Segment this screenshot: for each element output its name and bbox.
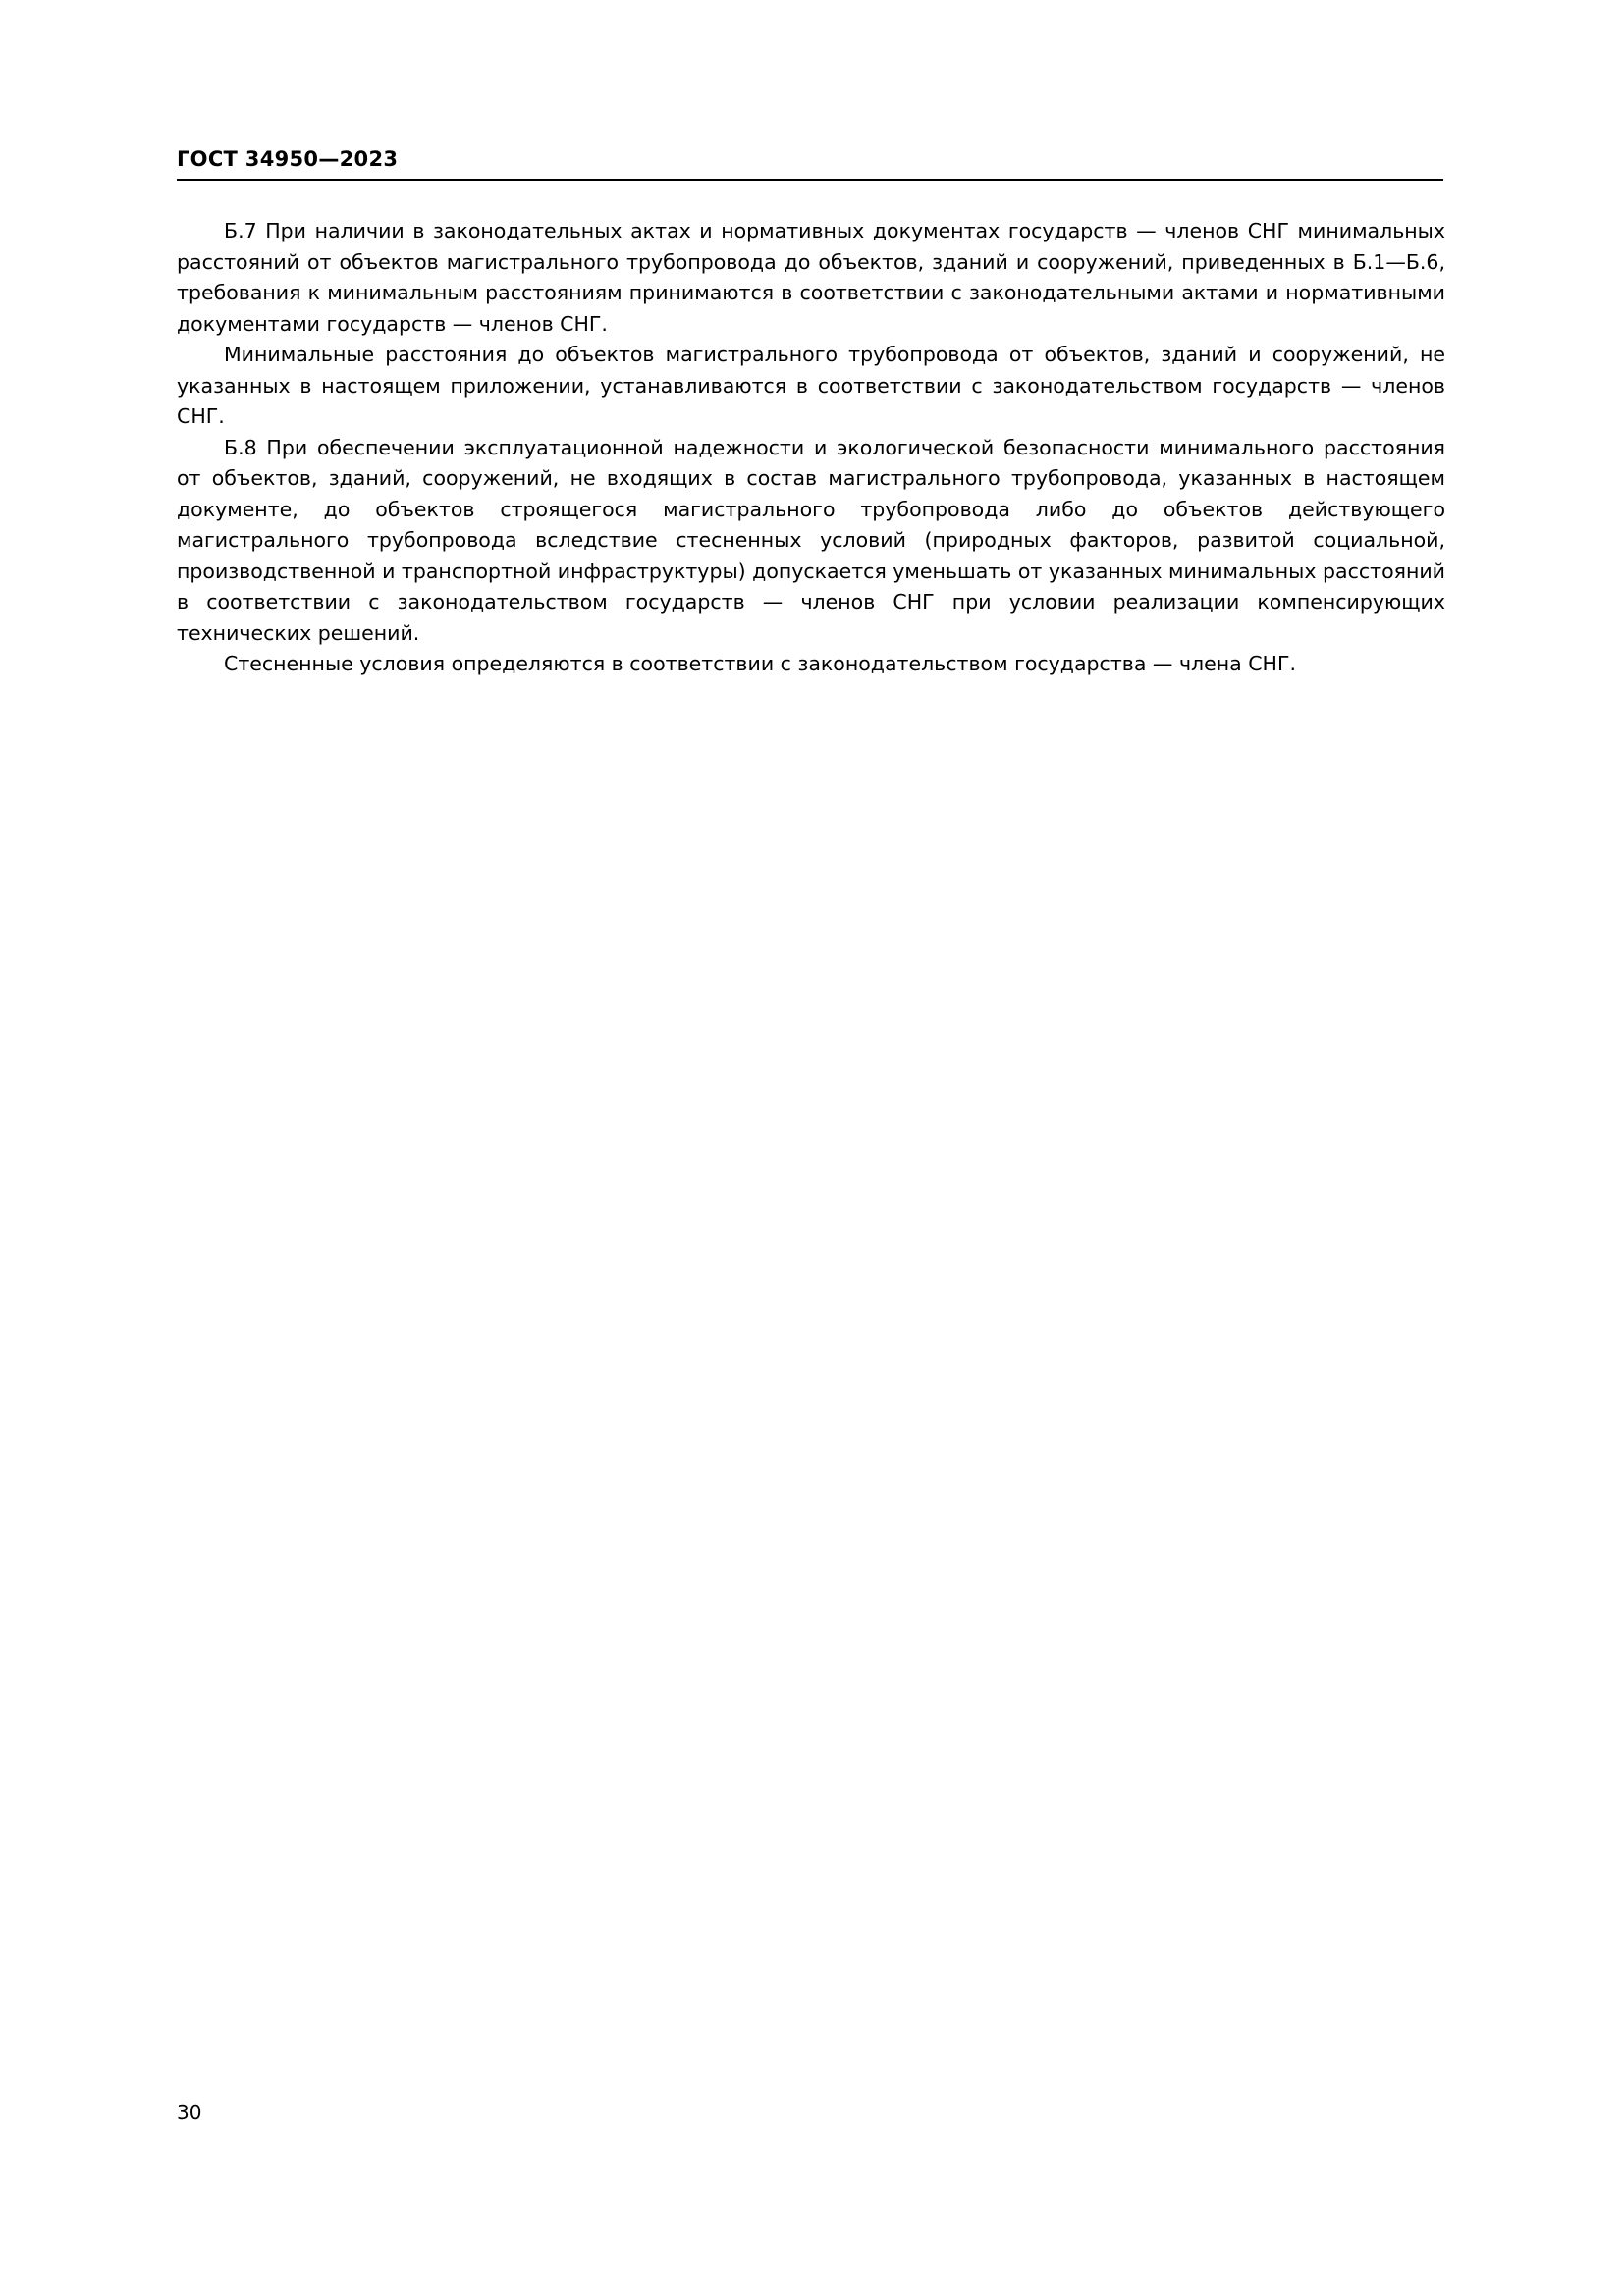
paragraph-constrained-conditions: Стесненные условия определяются в соответствии с законодательством государства — члена СНГ. bbox=[224, 652, 1296, 675]
page-header-standard-number: ГОСТ 34950—2023 bbox=[177, 147, 399, 171]
paragraph-b7: Б.7 При наличии в законодательных актах и нормативных документах государств — членов СНГ минимальных расстояний от объектов магистрального трубопровода до объектов, зданий и сооружений, приведенных в Б.1—Б.6, требования к минимальным расстояниям принимаются в соответствии с законодательными актами и нормативными документами государств — членов СНГ. bbox=[177, 219, 1445, 336]
page-number: 30 bbox=[177, 2101, 202, 2124]
paragraph-minimal-distances: Минимальные расстояния до объектов магистрального трубопровода от объектов, зданий и сооружений, не указанных в настоящем приложении, устанавливаются в соответствии с законодательством государств — членов СНГ. bbox=[177, 343, 1445, 428]
paragraph-b8: Б.8 При обеспечении эксплуатационной надежности и экологической безопасности минимального расстояния от объектов, зданий, сооружений, не входящих в состав магистрального трубопровода, указанных в настоящем документе, до объектов строящегося магистрального трубопровода либо до объектов действующего магистрального трубопровода вследствие стесненных условий (природных факторов, развитой социальной, производственной и транспортной инфраструктуры) допускается уменьшать от указанных минимальных расстояний в соответствии с законодательством государств — членов СНГ при условии реализации компенсирующих технических решений. bbox=[177, 435, 1445, 645]
document-body bbox=[177, 216, 1445, 680]
header-divider bbox=[177, 179, 1443, 181]
